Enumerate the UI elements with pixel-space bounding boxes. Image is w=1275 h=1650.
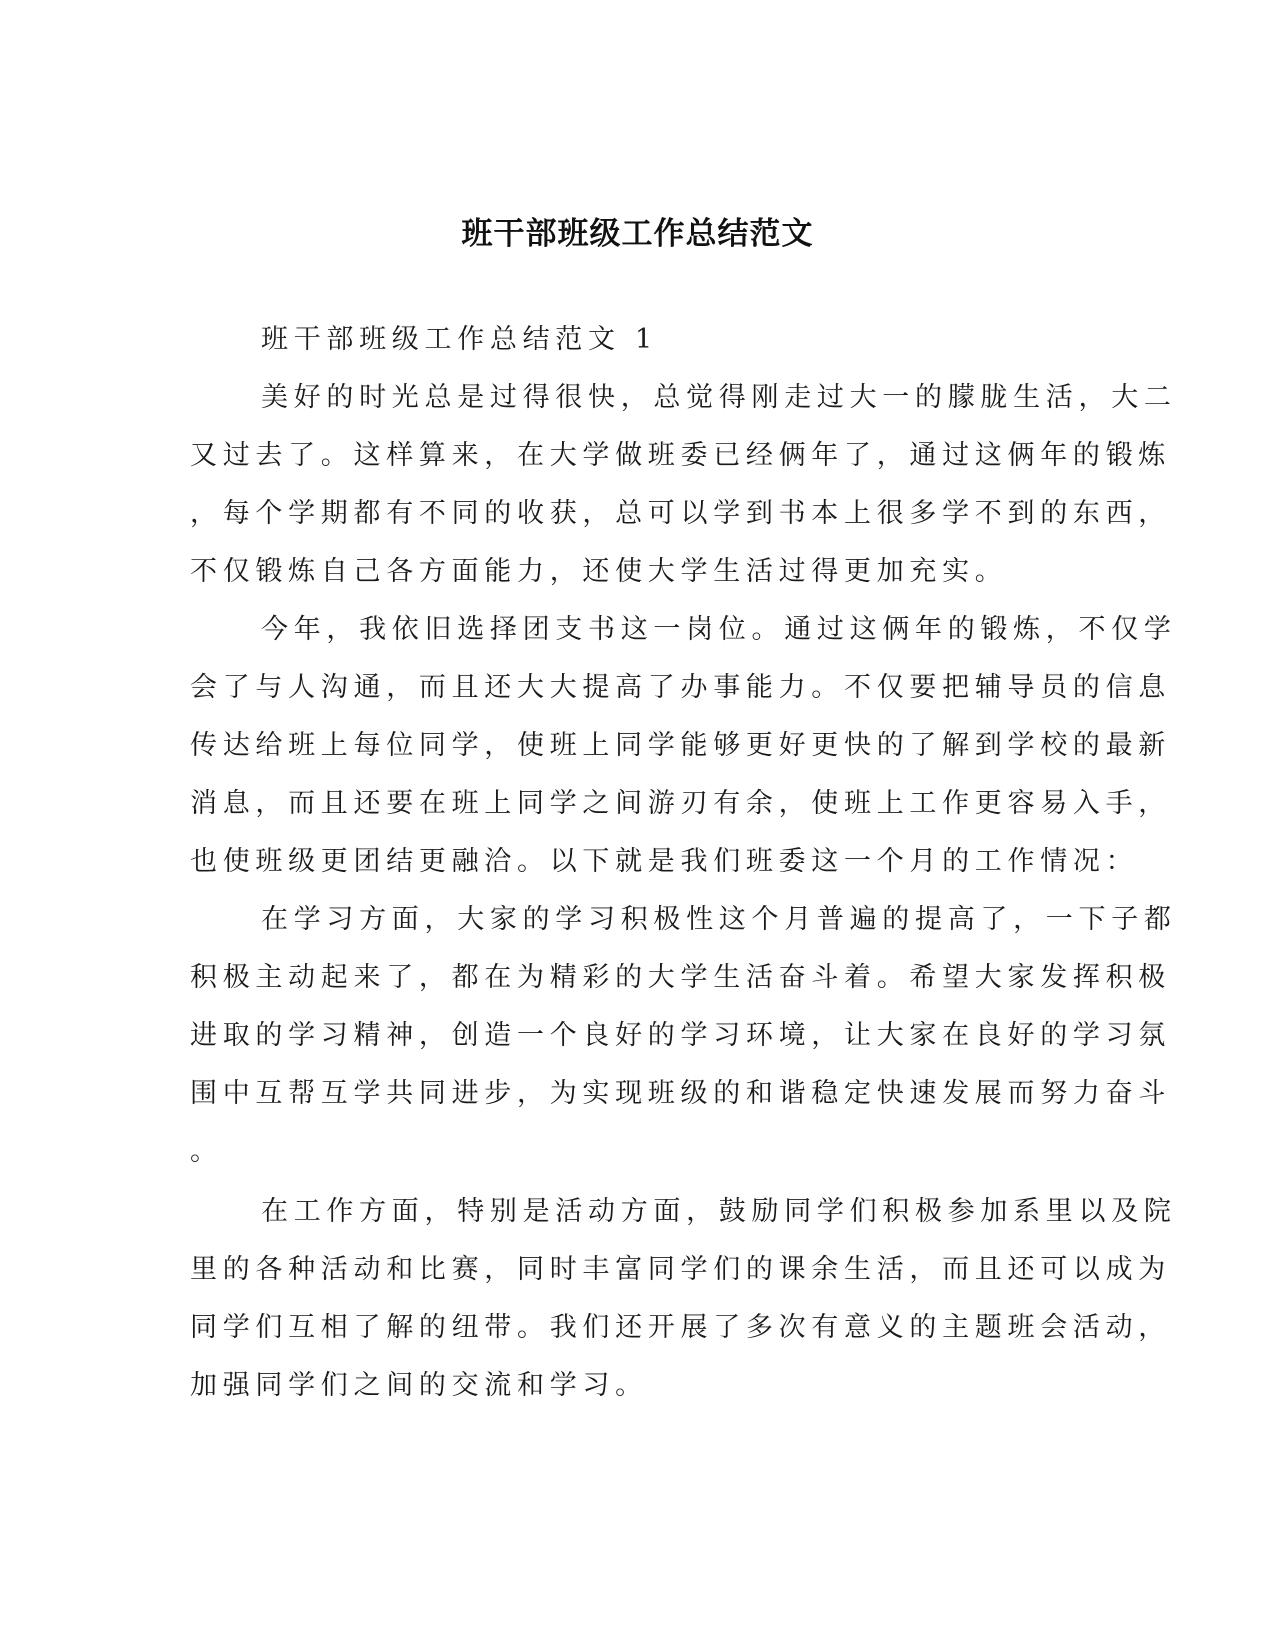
paragraph-line: 在学习方面，大家的学习积极性这个月普遍的提高了，一下子都: [261, 904, 1177, 935]
paragraph-line: 美好的时光总是过得很快，总觉得刚走过大一的朦胧生活，大二: [261, 382, 1177, 413]
paragraph-line: 又过去了。这样算来，在大学做班委已经俩年了，通过这俩年的锻炼: [190, 440, 1171, 471]
paragraph-line: 积极主动起来了，都在为精彩的大学生活奋斗着。希望大家发挥积极: [190, 962, 1171, 993]
paragraph-line: 围中互帮互学共同进步，为实现班级的和谐稳定快速发展而努力奋斗: [190, 1078, 1171, 1109]
paragraph-line: 传达给班上每位同学，使班上同学能够更好更快的了解到学校的最新: [190, 730, 1171, 761]
paragraph-line: 。: [190, 1136, 223, 1167]
paragraph-line: 里的各种活动和比赛，同时丰富同学们的课余生活，而且还可以成为: [190, 1254, 1171, 1285]
paragraph-line: ，每个学期都有不同的收获，总可以学到书本上很多学不到的东西，: [190, 498, 1171, 529]
paragraph-line: 消息，而且还要在班上同学之间游刃有余，使班上工作更容易入手，: [190, 788, 1171, 819]
document-title: 班干部班级工作总结范文: [461, 216, 814, 252]
paragraph-line: 今年，我依旧选择团支书这一岗位。通过这俩年的锻炼，不仅学: [261, 614, 1177, 645]
paragraph-line: 在工作方面，特别是活动方面，鼓励同学们积极参加系里以及院: [261, 1196, 1177, 1227]
section-heading: 班干部班级工作总结范文 1: [261, 324, 658, 355]
paragraph-line: 不仅锻炼自己各方面能力，还使大学生活过得更加充实。: [190, 556, 1008, 587]
paragraph-line: 加强同学们之间的交流和学习。: [190, 1370, 648, 1401]
paragraph-line: 同学们互相了解的纽带。我们还开展了多次有意义的主题班会活动，: [190, 1312, 1171, 1343]
paragraph-line: 会了与人沟通，而且还大大提高了办事能力。不仅要把辅导员的信息: [190, 672, 1171, 703]
paragraph-line: 进取的学习精神，创造一个良好的学习环境，让大家在良好的学习氛: [190, 1020, 1171, 1051]
paragraph-line: 也使班级更团结更融洽。以下就是我们班委这一个月的工作情况：: [190, 846, 1139, 877]
